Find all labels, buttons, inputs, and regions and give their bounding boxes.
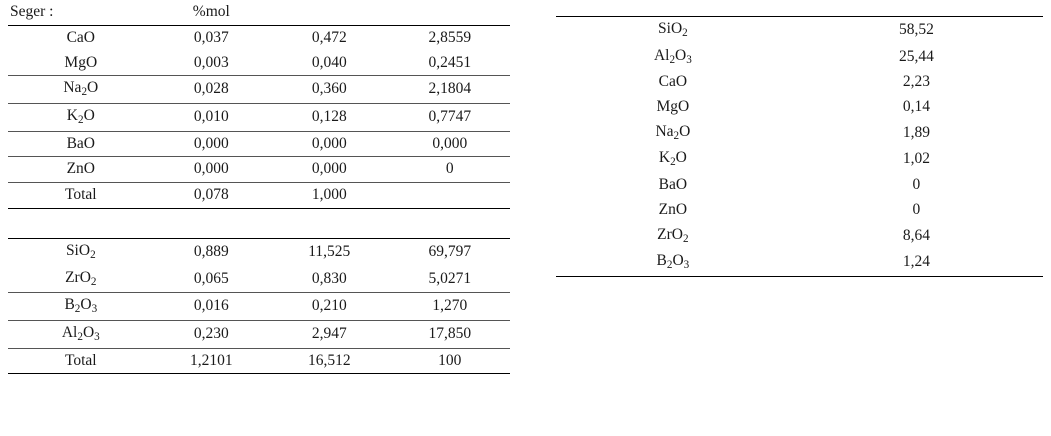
value-mol: 0,230 <box>154 320 269 348</box>
value-pct-mass: 5,0271 <box>390 266 511 293</box>
total-mol: 0,078 <box>154 183 269 209</box>
spacer-cell <box>390 209 511 239</box>
table-row <box>8 293 510 321</box>
table-total-row <box>8 348 510 374</box>
value-pct-mol: 0,830 <box>269 266 389 293</box>
oxide-value: 25,44 <box>898 47 934 65</box>
oxide-name-text: $K_2O$ <box>66 107 95 126</box>
table-row <box>556 95 1043 120</box>
oxide-name <box>556 249 790 276</box>
value-mol: 0,003 <box>154 51 269 76</box>
oxide-name <box>556 120 790 147</box>
spacer-cell <box>8 209 154 239</box>
oxide-value: 1,02 <box>902 150 930 168</box>
total-pct-mass: 100 <box>390 348 511 374</box>
value-pct-mass: 0,7747 <box>390 104 511 132</box>
oxide-name-text: $K_2O$ <box>658 149 687 169</box>
value-pct-mass: 2,8559 <box>390 25 511 50</box>
table-row <box>8 76 510 104</box>
unit-label: %mol <box>192 3 230 20</box>
total-pct-mol: 16,512 <box>269 348 389 374</box>
oxide-name <box>556 17 790 44</box>
table-total-row <box>8 183 510 209</box>
spacer-cell <box>154 209 269 239</box>
value-pct-mol: 0,210 <box>269 293 389 321</box>
value-pct-mol: 0,128 <box>269 104 389 132</box>
value-pct-mol: 0,472 <box>269 25 389 50</box>
oxide-name-text: $Na_2O$ <box>63 79 99 99</box>
oxide-name-text: $Al_2O_3$ <box>61 323 100 343</box>
oxide-name <box>556 173 790 198</box>
value-pct-mass: 0,2451 <box>390 51 511 76</box>
oxide-name <box>556 70 790 95</box>
oxide-name <box>8 293 154 321</box>
value-pct-mass: 1,270 <box>390 293 511 321</box>
value-pct-mol: 0,360 <box>269 76 389 104</box>
table-row <box>556 198 1043 223</box>
table-row <box>8 157 510 183</box>
oxide-value: 8,64 <box>902 226 930 244</box>
value-mol: 0,889 <box>154 239 269 266</box>
value-mol: 0,028 <box>154 76 269 104</box>
total-label: Total <box>8 348 154 374</box>
table-row <box>556 120 1043 147</box>
value-mol: 0,010 <box>154 104 269 132</box>
table-row <box>8 320 510 348</box>
oxide-name-text: SiO$_2$ <box>658 20 688 39</box>
oxide-value: 58,52 <box>790 17 1043 44</box>
oxide-name <box>556 198 790 223</box>
seger-label: Seger : <box>10 3 54 20</box>
oxide-name <box>8 104 154 132</box>
oxide-name-text: ZnO <box>66 160 95 178</box>
oxide-name-text: $B_2O_3$ <box>64 296 98 316</box>
value-mol: 0,065 <box>154 266 269 293</box>
table-row <box>556 146 1043 173</box>
oxide-name-text: CaO <box>66 28 95 46</box>
oxide-name <box>8 76 154 104</box>
table-row <box>556 17 1043 44</box>
seger-formula-table <box>8 0 510 374</box>
value-pct-mol: 0,040 <box>269 51 389 76</box>
oxide-value: 0 <box>912 200 921 218</box>
value-pct-mol: 11,525 <box>269 239 389 266</box>
oxide-name-text: BaO <box>658 176 688 194</box>
value-pct-mass: 0 <box>390 157 511 183</box>
oxide-name-text: CaO <box>658 73 688 91</box>
oxide-name <box>556 95 790 120</box>
oxide-name <box>556 44 790 71</box>
value-pct-mass: 2,1804 <box>390 76 511 104</box>
total-pct-mass <box>390 183 511 209</box>
value-pct-mass: 69,797 <box>390 239 511 266</box>
value-pct-mol: 2,947 <box>269 320 389 348</box>
header-blank-1 <box>269 0 389 25</box>
table-row <box>556 249 1043 276</box>
oxide-name-text: MgO <box>64 53 98 71</box>
table-row <box>8 104 510 132</box>
table-row <box>8 51 510 76</box>
oxide-value: 0,14 <box>902 98 930 116</box>
seger-formula-table-block <box>8 0 510 374</box>
oxide-value: 1,89 <box>902 123 930 141</box>
table-row <box>8 266 510 293</box>
table-row <box>8 25 510 50</box>
total-mol: 1,2101 <box>154 348 269 374</box>
table-row <box>556 70 1043 95</box>
oxide-name-text: ZrO$_2$ <box>657 225 689 245</box>
value-mol: 0,000 <box>154 157 269 183</box>
table-row <box>556 223 1043 250</box>
oxide-name-text: $Al_2O_3$ <box>653 46 692 66</box>
oxide-value: 1,24 <box>790 249 1043 276</box>
oxide-name-text: ZnO <box>658 200 688 218</box>
oxide-name <box>8 51 154 76</box>
table-header-row <box>8 0 510 25</box>
value-pct-mass: 17,850 <box>390 320 511 348</box>
oxide-value: 0 <box>912 176 921 194</box>
oxide-name <box>8 25 154 50</box>
value-mol: 0,016 <box>154 293 269 321</box>
value-pct-mol: 0,000 <box>269 157 389 183</box>
oxide-name <box>8 266 154 293</box>
oxide-name-text: BaO <box>66 134 95 152</box>
oxide-value: 2,23 <box>902 73 930 91</box>
oxide-name <box>8 239 154 266</box>
table-row <box>8 131 510 157</box>
oxide-name-text: $Na_2O$ <box>655 122 691 142</box>
oxide-name <box>8 157 154 183</box>
total-label: Total <box>8 183 154 209</box>
table-row <box>556 44 1043 71</box>
total-pct-mol: 1,000 <box>269 183 389 209</box>
oxide-name <box>8 131 154 157</box>
header-blank-2 <box>390 0 511 25</box>
oxide-composition-table-block <box>556 16 1043 277</box>
oxide-name-text: ZrO$_2$ <box>65 268 97 288</box>
oxide-name <box>8 320 154 348</box>
oxide-composition-table <box>556 16 1043 277</box>
table-row <box>8 239 510 266</box>
oxide-name <box>556 223 790 250</box>
spacer-cell <box>269 209 389 239</box>
value-pct-mol: 0,000 <box>269 131 389 157</box>
oxide-name-text: $B_2O_3$ <box>656 252 690 272</box>
table-spacer <box>8 209 510 239</box>
oxide-name <box>556 146 790 173</box>
oxide-name-text: MgO <box>656 98 690 116</box>
table-row <box>556 173 1043 198</box>
value-mol: 0,037 <box>154 25 269 50</box>
value-pct-mass: 0,000 <box>390 131 511 157</box>
value-mol: 0,000 <box>154 131 269 157</box>
oxide-name-text: SiO$_2$ <box>65 242 96 261</box>
